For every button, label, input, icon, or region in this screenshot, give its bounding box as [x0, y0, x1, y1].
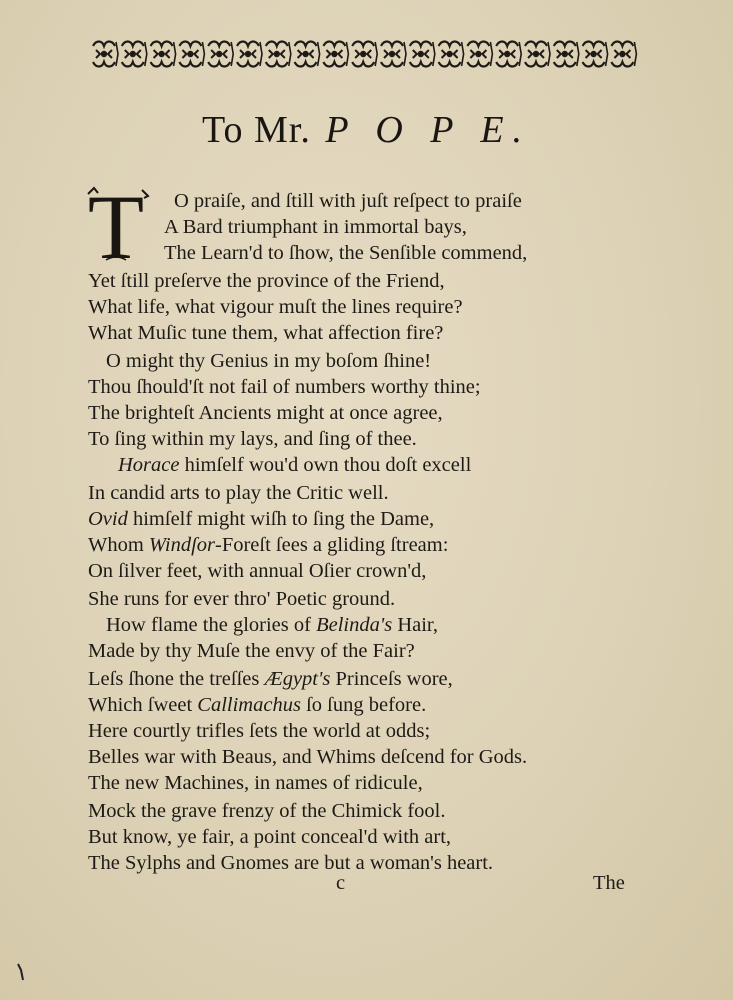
ornament-motif	[93, 42, 118, 67]
ornament-motif	[323, 42, 348, 67]
ornament-motif	[352, 42, 377, 67]
line-text: -Foreſt ſees a gliding ſtream:	[215, 534, 449, 556]
printers-ornament-band	[90, 36, 638, 72]
line-text: In candid arts to play the Critic well.	[88, 482, 389, 504]
poem-line	[88, 692, 426, 718]
italic-name: Windſor	[148, 534, 215, 556]
line-text: How flame the glories of	[106, 614, 317, 636]
line-text: To ſing within my lays, and ſing of thee.	[88, 428, 417, 450]
ink-mark	[16, 962, 26, 984]
poem-line	[88, 426, 417, 452]
poem-line	[88, 638, 415, 664]
poem-line	[88, 532, 448, 558]
poem-line	[106, 348, 431, 374]
ornament-motif	[554, 42, 579, 67]
italic-name: Ovid	[88, 508, 128, 530]
line-text: Hair,	[392, 614, 439, 636]
poem-line	[88, 798, 446, 824]
poem-line	[164, 214, 467, 240]
ornament-motif	[410, 42, 435, 67]
line-text: Mock the grave frenzy of the Chimick fool.	[88, 800, 446, 822]
ornament-motif	[525, 42, 550, 67]
poem-line	[88, 586, 395, 612]
line-text: A Bard triumphant in immortal bays,	[164, 216, 467, 238]
poem-title	[0, 108, 733, 152]
ornament-motif	[179, 42, 204, 67]
ornament-motif	[151, 42, 176, 67]
poem-line	[88, 320, 443, 346]
line-text: She runs for ever thro' Poetic ground.	[88, 588, 396, 610]
line-text: The Learn'd to ſhow, the Senſible commend,	[164, 242, 528, 264]
line-text: Which ſweet	[88, 694, 198, 716]
drop-capital-letter: T	[87, 186, 145, 264]
poem-line	[164, 240, 527, 266]
line-text: O praiſe, and ſtill with juſt reſpect to praiſe	[174, 190, 522, 212]
line-text: Here courtly trifles ſets the world at odds;	[88, 720, 431, 742]
poem-line	[88, 770, 423, 796]
poem-line	[88, 506, 434, 532]
italic-name: Belinda's	[316, 614, 393, 636]
ornament-motif	[237, 42, 262, 67]
ornament-motif	[208, 42, 233, 67]
line-text: Thou ſhould'ſt not fail of numbers worthy thine;	[88, 376, 481, 398]
ornament-motif	[439, 42, 464, 67]
line-text: Leſs ſhone the treſſes	[88, 668, 265, 690]
ornament-motif	[611, 42, 636, 67]
poem-line	[118, 452, 471, 478]
ornament-motif	[266, 42, 291, 67]
catchword: The	[593, 872, 625, 894]
poem-line	[106, 612, 438, 638]
poem-line	[88, 666, 453, 692]
line-text: What Muſic tune them, what affection fire?	[88, 322, 444, 344]
poem-line	[88, 480, 389, 506]
italic-name: Ægypt's	[264, 668, 331, 690]
ornament-motif	[496, 42, 521, 67]
ornament-motif	[583, 42, 608, 67]
line-text: But know, ye fair, a point conceal'd with art,	[88, 826, 452, 848]
poem-line	[88, 400, 443, 426]
poem-line	[88, 294, 463, 320]
line-text: Whom	[88, 534, 149, 556]
signature-mark: c	[336, 872, 346, 894]
poem-line	[88, 718, 430, 744]
line-text: O might thy Genius in my boſom ſhine!	[106, 350, 432, 372]
poem-line	[88, 558, 426, 584]
line-text: ſo ſung before.	[300, 694, 427, 716]
line-text: The brighteſt Ancients might at once agree,	[88, 402, 443, 424]
line-text: himſelf wou'd own thou doſt excell	[179, 454, 472, 476]
line-text: On ſilver feet, with annual Oſier crown'd,	[88, 560, 427, 582]
poem-line	[88, 268, 445, 294]
ornament-motif	[122, 42, 147, 67]
title-prefix: To Mr.	[201, 109, 311, 151]
ornament-motif	[295, 42, 320, 67]
ornament-motif	[381, 42, 406, 67]
line-text: Princeſs wore,	[330, 668, 453, 690]
poem-line	[88, 824, 451, 850]
poem-line	[88, 374, 481, 400]
italic-name: Callimachus	[197, 694, 301, 716]
line-text: What life, what vigour muſt the lines require?	[88, 296, 463, 318]
poem-line	[88, 850, 493, 876]
line-text: Made by thy Muſe the envy of the Fair?	[88, 640, 415, 662]
drop-capital-ornament	[86, 186, 152, 264]
ornament-motif	[467, 42, 492, 67]
italic-name: Horace	[118, 454, 180, 476]
line-text: The Sylphs and Gnomes are but a woman's heart.	[88, 852, 494, 874]
poem-line	[174, 188, 522, 214]
title-name: P O P E.	[325, 109, 532, 151]
line-text: The new Machines, in names of ridicule,	[88, 772, 423, 794]
line-text: Yet ſtill preſerve the province of the Friend,	[88, 270, 445, 292]
line-text: Belles war with Beaus, and Whims deſcend for Gods.	[88, 746, 528, 768]
line-text: himſelf might wiſh to ſing the Dame,	[127, 508, 435, 530]
poem-line	[88, 744, 527, 770]
